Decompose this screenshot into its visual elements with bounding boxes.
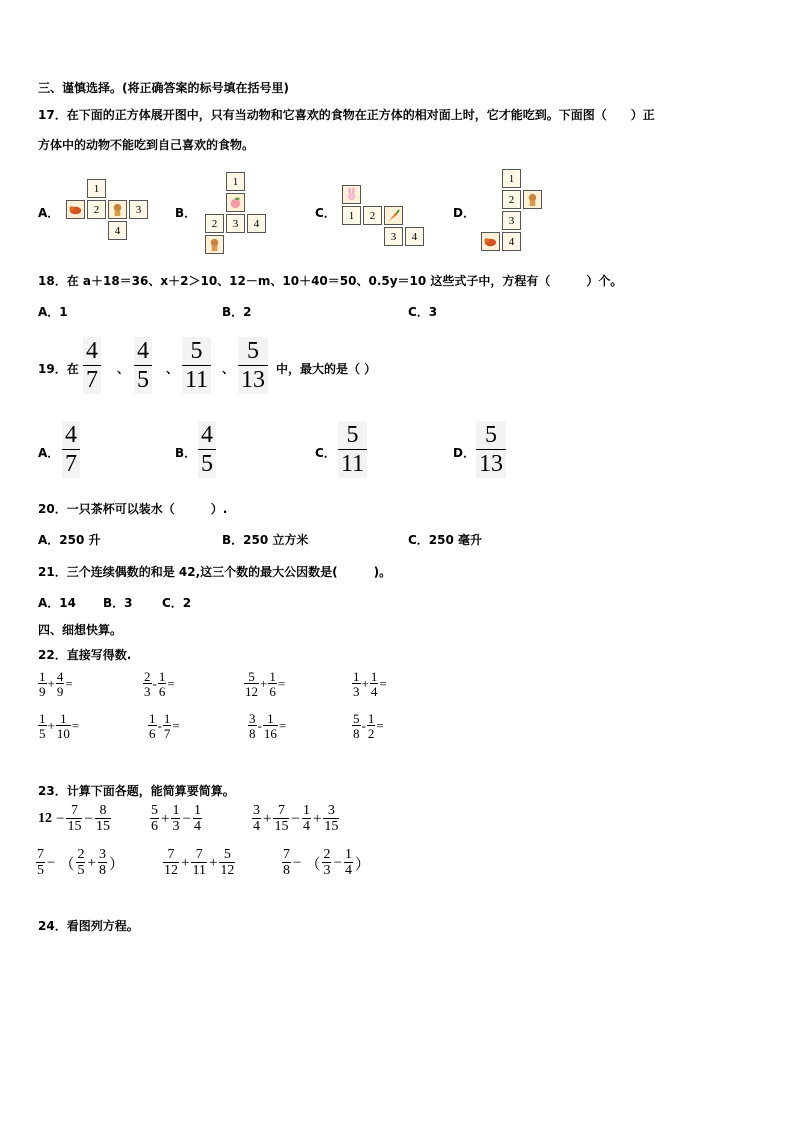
q17-cube-net-a: [66, 179, 156, 241]
q23-expr2: $\frac{5}{6}$ + $\frac{1}{3}$ − $\frac{1}{4}$: [151, 803, 201, 834]
q20-option-a[interactable]: A．250 升: [38, 533, 101, 547]
q19-option-d-label[interactable]: D．: [453, 446, 475, 460]
q17-option-a-label[interactable]: A．: [38, 206, 60, 220]
q19-fraction-3: $\frac{5}{11}$: [182, 337, 211, 394]
q23-title: 23．计算下面各题，能简算要简算。: [38, 784, 235, 798]
net-a-face-2: 2: [87, 200, 106, 219]
q19-fraction-1: $\frac{4}{7}$: [83, 337, 101, 394]
q17-option-c-label[interactable]: C．: [315, 206, 336, 220]
net-d-face-4: 4: [502, 232, 521, 251]
q19-sep-2: 、: [166, 362, 179, 376]
q18-option-c[interactable]: C．3: [408, 305, 438, 319]
monkey-icon: [523, 190, 542, 209]
q21-text: 21．三个连续偶数的和是 42,这三个数的最大公因数是( )。: [38, 565, 392, 579]
q17-cube-net-d: [481, 169, 551, 253]
q21-option-a[interactable]: A．14: [38, 596, 76, 610]
q23-expr6: $\frac{7}{8}$ − （ $\frac{2}{3}$ − $\frac{1}{4}$ ）: [283, 847, 370, 878]
q19-fraction-4: $\frac{5}{13}$: [238, 337, 268, 394]
q18-option-a[interactable]: A．1: [38, 305, 68, 319]
section-3-heading: 三、谨慎选择。(将正确答案的标号填在括号里): [38, 81, 289, 95]
monkey-icon: [108, 200, 127, 219]
q22-row1-expr3: $\frac{5}{12}$ + $\frac{1}{6}$ =: [245, 669, 286, 699]
q20-option-c[interactable]: C．250 毫升: [408, 533, 483, 547]
net-a-face-4: 4: [108, 221, 127, 240]
q17-cube-net-b: [205, 172, 289, 256]
q23-expr3: $\frac{3}{4}$ + $\frac{7}{15}$ − $\frac{1}{4}$ + $\frac{3}{15}$: [253, 803, 339, 834]
q19-option-d-fraction[interactable]: $\frac{5}{13}$: [476, 421, 506, 478]
peach-icon: [226, 193, 245, 212]
q19-option-b-fraction[interactable]: $\frac{4}{5}$: [198, 421, 216, 478]
net-b-face-4: 4: [247, 214, 266, 233]
q23-expr4: $\frac{7}{5}$ − （ $\frac{2}{5}$ + $\frac{3}{8}$ ）: [37, 847, 124, 878]
q20-option-b[interactable]: B．250 立方米: [222, 533, 309, 547]
q19-option-a-fraction[interactable]: $\frac{4}{7}$: [62, 421, 80, 478]
net-b-face-3: 3: [226, 214, 245, 233]
net-b-face-2: 2: [205, 214, 224, 233]
q21-option-b[interactable]: B．3: [103, 596, 133, 610]
q17-option-d-label[interactable]: D．: [453, 206, 475, 220]
q19-option-c-fraction[interactable]: $\frac{5}{11}$: [338, 421, 367, 478]
q18-option-b[interactable]: B．2: [222, 305, 252, 319]
q19-suffix: 中，最大的是（ ）: [276, 362, 377, 376]
q22-row2-expr1: $\frac{1}{5}$ + $\frac{1}{10}$ =: [39, 711, 80, 741]
net-c-face-4: 4: [405, 227, 424, 246]
q19-fraction-2: $\frac{4}{5}$: [134, 337, 152, 394]
q19-option-b-label[interactable]: B．: [175, 446, 197, 460]
q21-option-c[interactable]: C．2: [162, 596, 192, 610]
net-c-face-2: 2: [363, 206, 382, 225]
net-d-face-2: 2: [502, 190, 521, 209]
q22-row2-expr2: $\frac{1}{6}$ - $\frac{1}{7}$ =: [149, 711, 180, 741]
q22-title: 22．直接写得数.: [38, 648, 132, 662]
q22-row2-expr3: $\frac{3}{8}$ - $\frac{1}{16}$ =: [249, 711, 287, 741]
q20-text: 20．一只茶杯可以装水（ ）.: [38, 502, 228, 516]
q23-expr5: $\frac{7}{12}$ + $\frac{7}{11}$ + $\frac{5}{12}$: [164, 847, 235, 878]
q19-option-a-label[interactable]: A．: [38, 446, 60, 460]
q22-row2-expr4: $\frac{5}{8}$ - $\frac{1}{2}$ =: [353, 711, 384, 741]
q17-option-b-label[interactable]: B．: [175, 206, 197, 220]
net-d-face-3: 3: [502, 211, 521, 230]
q19-option-c-label[interactable]: C．: [315, 446, 336, 460]
q22-row1-expr4: $\frac{1}{3}$ + $\frac{1}{4}$ =: [353, 669, 387, 699]
net-b-face-1: 1: [226, 172, 245, 191]
net-a-face-1: 1: [87, 179, 106, 198]
section-4-heading: 四、细想快算。: [38, 623, 123, 637]
net-c-face-1: 1: [342, 206, 361, 225]
net-c-face-3: 3: [384, 227, 403, 246]
net-d-face-1: 1: [502, 169, 521, 188]
q17-text-line2: 方体中的动物不能吃到自己喜欢的食物。: [38, 138, 255, 152]
fox-icon: [66, 200, 85, 219]
q19-sep-3: 、: [222, 362, 235, 376]
net-a-face-3: 3: [129, 200, 148, 219]
q19-prefix: 19．在: [38, 362, 79, 376]
q17-text-line1: 17．在下面的正方体展开图中，只有当动物和它喜欢的食物在正方体的相对面上时，它才能吃到。下面图（ ）正: [38, 108, 655, 122]
q23-expr1: 12 − $\frac{7}{15}$ − $\frac{8}{15}$: [38, 803, 110, 834]
q17-cube-net-c: [342, 185, 432, 249]
q19-sep-1: 、: [117, 362, 130, 376]
q22-row1-expr1: $\frac{1}{9}$ + $\frac{4}{9}$ =: [39, 669, 73, 699]
fox-icon: [481, 232, 500, 251]
q24-title: 24．看图列方程。: [38, 919, 139, 933]
q22-row1-expr2: $\frac{2}{3}$ - $\frac{1}{6}$ =: [144, 669, 175, 699]
q18-text: 18．在 a＋18＝36、x＋2＞10、12－m、10＋40＝50、0.5y＝10 这些式子中，方程有（ ）个。: [38, 274, 623, 288]
monkey-icon: [205, 235, 224, 254]
carrot-icon: [384, 206, 403, 225]
rabbit-icon: [342, 185, 361, 204]
